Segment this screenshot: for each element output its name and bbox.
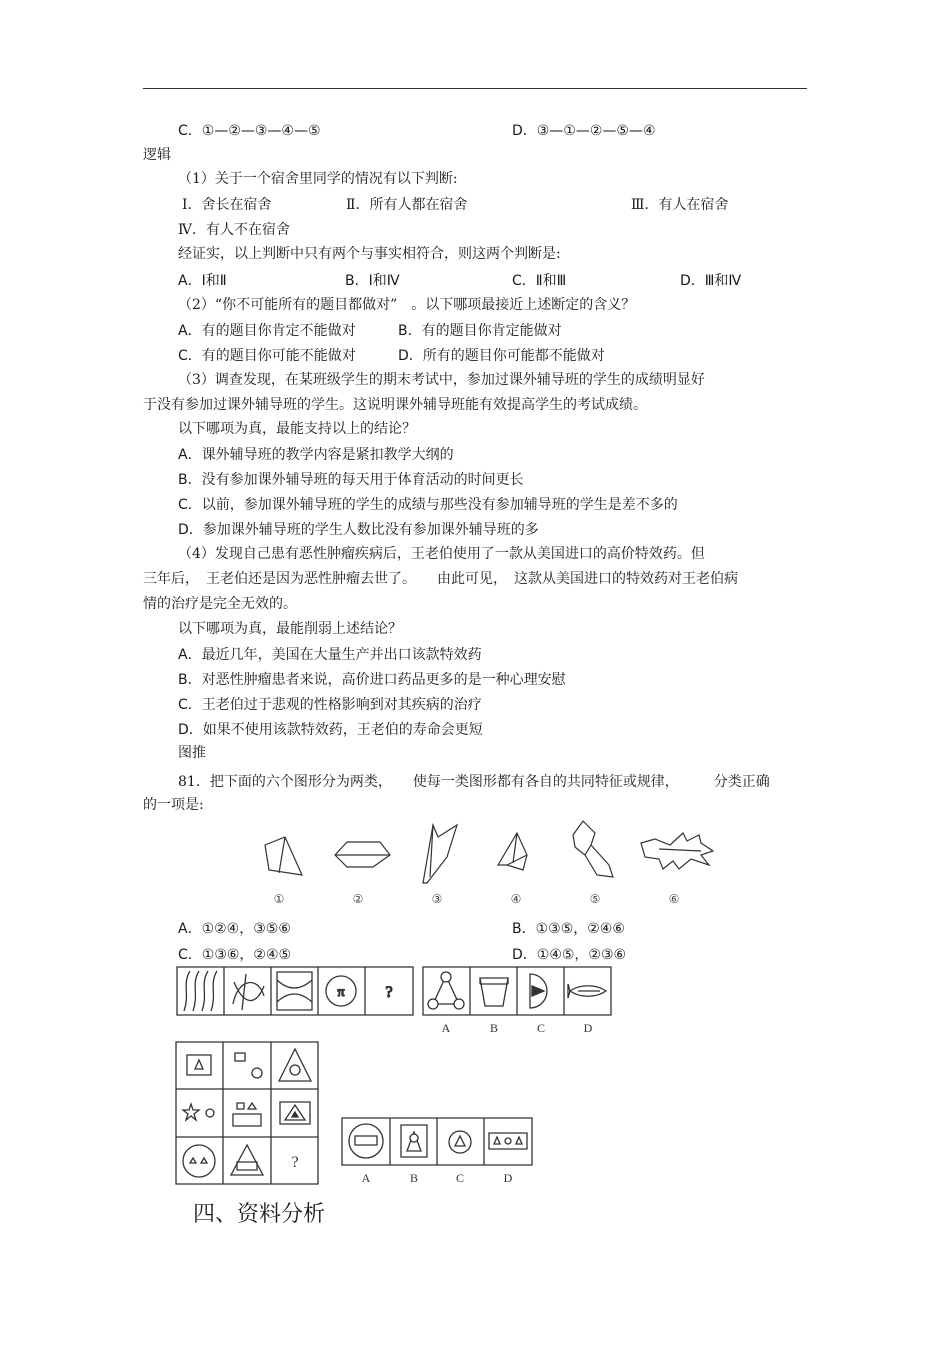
q81-stem-line2: 的一项是: [143,797,204,813]
puzzle2-cell-5 [233,1103,261,1126]
puzzle2-option-b-shape[interactable] [401,1125,427,1157]
prev-option-c[interactable]: C．①—②—③—④—⑤ [178,123,321,139]
puzzle2-cell-1 [187,1055,211,1075]
figure-2-shape [335,842,390,867]
puzzle2-cell-8 [231,1145,263,1175]
figure-6-shape [641,833,713,869]
q81-option-d[interactable]: D．①④⑤，②③⑥ [512,947,627,963]
q4-option-c[interactable]: C．王老伯过于悲观的性格影响到对其疾病的治疗 [178,697,482,713]
q4-ask: 以下哪项为真，最能削弱上述结论？ [178,621,402,637]
section-4-heading: 四、资料分析 [193,1202,326,1227]
q3-option-a[interactable]: A．课外辅导班的教学内容是紧扣教学大纲的 [178,447,454,463]
q1-option-d[interactable]: D．Ⅲ和Ⅳ [680,273,742,289]
q2-stem: （2）“你不可能所有的题目都做对” 。以下哪项最接近上述断定的含义？ [178,297,636,313]
q4-option-a[interactable]: A．最近几年，美国在大量生产并出口该款特效药 [178,647,482,663]
puzzle2-question-mark: ? [291,1154,299,1171]
puzzle2-option-d-shape[interactable] [489,1133,527,1149]
q1-statement-2: Ⅱ．所有人都在宿舍 [346,197,468,213]
q81-stem-line1: 81．把下面的六个图形分为两类， 使每一类图形都有各自的共同特征或规律， 分类正确 [178,774,770,790]
q81-option-a[interactable]: A．①②④，③⑤⑥ [178,921,291,937]
prev-option-d[interactable]: D．③—①—②—⑤—④ [512,123,656,139]
puzzle2-option-c-shape[interactable] [449,1131,471,1153]
puzzle1-cell1-waves [184,971,217,1011]
puzzle1-cell3-curved-square [277,972,312,1010]
figure-3-label: ③ [431,892,443,906]
puzzle1-cell2-arcs [233,974,264,1010]
puzzle1-option-a-label: A [441,1021,451,1035]
header-rule [143,88,807,89]
q1-option-b[interactable]: B．Ⅰ和Ⅳ [345,273,400,289]
figure-4-shape [498,833,527,870]
puzzle1-option-d-label: D [583,1021,593,1035]
puzzle1-pi-symbol: π [337,985,345,1000]
puzzle1-option-c-label: C [536,1021,546,1035]
section-figure-heading: 图推 [178,745,206,761]
figure-1-shape [265,837,302,875]
puzzle2-options [340,1116,535,1188]
figure-2-label: ② [352,892,364,906]
puzzle2-cell-6 [280,1102,310,1124]
q3-stem-line1: （3）调查发现，在某班级学生的期末考试中，参加过课外辅导班的学生的成绩明显好 [178,372,705,388]
q4-option-d[interactable]: D．如果不使用该款特效药，王老伯的寿命会更短 [178,722,483,738]
q3-stem-line2: 于没有参加过课外辅导班的学生。这说明课外辅导班能有效提高学生的考试成绩。 [143,397,647,413]
q81-option-b[interactable]: B．①③⑤，②④⑥ [512,921,625,937]
puzzle2-option-c-label: C [455,1171,465,1185]
puzzle1-option-b-shape[interactable] [480,978,508,1006]
q1-statement-4: Ⅳ．有人不在宿舍 [178,222,290,238]
q4-stem-line3: 情的治疗是完全无效的。 [143,596,297,612]
puzzle2-option-a-shape[interactable] [349,1124,383,1158]
q3-ask: 以下哪项为真，最能支持以上的结论？ [178,421,416,437]
puzzle1-option-c-shape[interactable] [530,974,547,1008]
q1-statement-3: Ⅲ．有人在宿舍 [631,197,729,213]
q3-option-c[interactable]: C．以前，参加课外辅导班的学生的成绩与那些没有参加辅导班的学生是差不多的 [178,497,678,513]
puzzle2-option-b-label: B [409,1171,419,1185]
q1-stem-2: 经证实，以上判断中只有两个与事实相符合，则这两个判断是: [178,246,561,262]
q3-option-b[interactable]: B．没有参加课外辅导班的每天用于体育活动的时间更长 [178,472,524,488]
q2-option-a[interactable]: A．有的题目你肯定不能做对 [178,323,356,339]
figure-5-label: ⑤ [589,892,601,906]
q1-statement-1: Ⅰ．舍长在宿舍 [182,197,272,213]
puzzle2-cell-3 [279,1049,311,1081]
puzzle1-option-b-label: B [489,1021,499,1035]
puzzle2-cell-4 [183,1104,214,1120]
q2-option-b[interactable]: B．有的题目你肯定能做对 [398,323,562,339]
q3-option-d[interactable]: D．参加课外辅导班的学生人数比没有参加课外辅导班的多 [178,522,539,538]
q81-option-c[interactable]: C．①③⑥，②④⑤ [178,947,292,963]
puzzle1-option-d-shape[interactable] [568,984,606,998]
q81-six-figures [255,815,725,910]
q1-stem: （1）关于一个宿舍里同学的情况有以下判断: [178,171,458,187]
q4-stem-line2: 三年后， 王老伯还是因为恶性肿瘤去世了。 由此可见， 这款从美国进口的特效药对王老伯病 [143,571,738,587]
q4-option-b[interactable]: B．对恶性肿瘤患者来说，高价进口药品更多的是一种心理安慰 [178,672,566,688]
puzzle2-grid [175,1041,320,1186]
q2-option-c[interactable]: C．有的题目你可能不能做对 [178,348,356,364]
figure-4-label: ④ [510,892,522,906]
figure-5-shape [573,821,613,877]
puzzle1-figure [176,966,616,1038]
q4-stem-line1: （4）发现自己患有恶性肿瘤疾病后，王老伯使用了一款从美国进口的高价特效药。但 [178,546,705,562]
section-logic-heading: 逻辑 [143,147,171,163]
q2-option-d[interactable]: D．所有的题目你可能都不能做对 [398,348,605,364]
puzzle2-cell-7 [183,1145,215,1177]
puzzle2-option-d-label: D [503,1171,513,1185]
puzzle1-question-mark: ? [385,984,393,1001]
puzzle2-option-a-label: A [361,1171,371,1185]
q1-option-a[interactable]: A．Ⅰ和Ⅱ [178,273,227,289]
figure-3-shape [423,825,457,883]
puzzle2-cell-2 [235,1053,262,1078]
figure-1-label: ① [273,892,285,906]
figure-6-label: ⑥ [668,892,680,906]
puzzle1-option-a-shape[interactable] [428,972,464,1009]
q1-option-c[interactable]: C．Ⅱ和Ⅲ [512,273,567,289]
